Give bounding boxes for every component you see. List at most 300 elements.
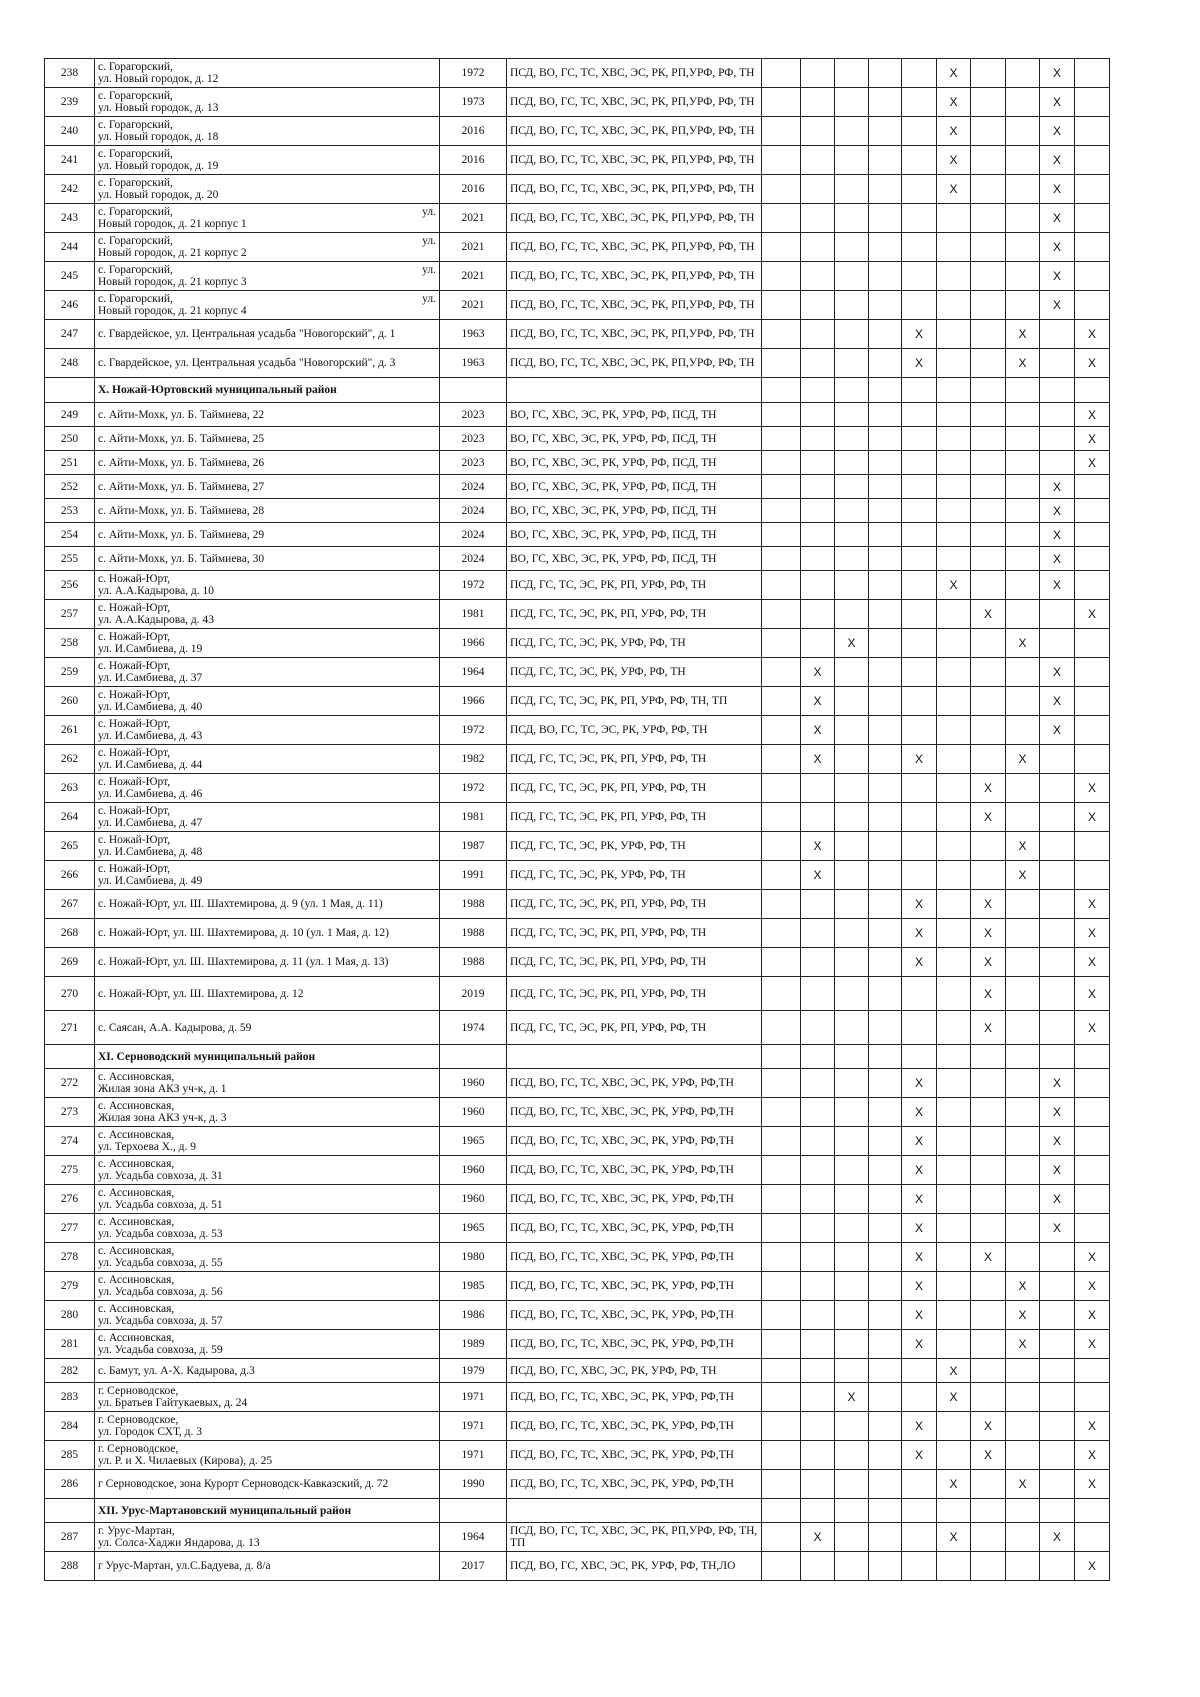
- mark-cell: [971, 571, 1006, 600]
- table-row: [45, 1383, 1110, 1412]
- mark-x: Х: [1040, 233, 1075, 262]
- mark-cell: [762, 1011, 801, 1045]
- row-number: 281: [45, 1330, 95, 1359]
- mark-cell: [1006, 499, 1040, 523]
- works-line-1: ПСД, ВО, ГС, ТС, ХВС, ЭС, РК, УРФ, РФ,: [510, 1338, 719, 1350]
- year-built: 2024: [440, 499, 507, 523]
- mark-cell: [762, 1552, 801, 1581]
- address-cell: [95, 523, 440, 547]
- works-list: [507, 890, 762, 919]
- mark-cell: [762, 403, 801, 427]
- mark-x: Х: [971, 919, 1006, 948]
- year-built: 1960: [440, 1185, 507, 1214]
- mark-cell: [835, 547, 869, 571]
- works-line-2: ТН: [718, 1077, 734, 1089]
- mark-cell: [937, 803, 971, 832]
- works-list: [507, 1185, 762, 1214]
- address: с. Айти-Мохк, ул. Б. Таймиева, 22: [98, 408, 265, 421]
- year-built: 2021: [440, 291, 507, 320]
- mark-cell: [902, 658, 937, 687]
- mark-cell: [1075, 175, 1110, 204]
- mark-cell: [937, 1243, 971, 1272]
- mark-cell: [1075, 1069, 1110, 1098]
- mark-cell: [937, 204, 971, 233]
- year-built: 1974: [440, 1011, 507, 1045]
- works-line-1: ПСД, ВО, ГС, ТС, ХВС, ЭС, РК, УРФ, РФ,: [510, 1420, 719, 1432]
- table-row: [45, 475, 1110, 499]
- address-cell: [95, 1359, 440, 1383]
- mark-cell: [869, 320, 902, 349]
- mark-cell: [835, 832, 869, 861]
- works-list: [507, 1330, 762, 1359]
- address-line-1: [98, 1332, 436, 1344]
- works-line-2: ТН: [718, 1338, 734, 1350]
- address-line-2: ул. И.Самбиева, д. 49: [98, 875, 203, 887]
- address-line-1: [98, 1216, 436, 1228]
- mark-cell: [835, 861, 869, 890]
- mark-cell: [1040, 832, 1075, 861]
- works-line-1: ПСД, ВО, ГС, ТС, ХВС, ЭС, РК, РП,: [510, 241, 689, 253]
- mark-x: Х: [1006, 1470, 1040, 1499]
- works-list: [507, 774, 762, 803]
- mark-cell: [835, 1011, 869, 1045]
- mark-cell: [1075, 1499, 1110, 1523]
- works-list: [507, 948, 762, 977]
- mark-cell: [1040, 451, 1075, 475]
- mark-cell: [1075, 1523, 1110, 1552]
- mark-cell: [971, 1214, 1006, 1243]
- mark-cell: [869, 600, 902, 629]
- works-list: [507, 1470, 762, 1499]
- address-line-2: ул. А.А.Кадырова, д. 10: [98, 585, 215, 597]
- mark-cell: [902, 499, 937, 523]
- address-settlement: г. Урус-Мартан,: [98, 1525, 175, 1537]
- address-cell: [95, 1156, 440, 1185]
- mark-x: Х: [971, 1243, 1006, 1272]
- mark-cell: [869, 1045, 902, 1069]
- works-line-1: ПСД, ВО, ГС, ТС, ХВС, ЭС, РК, УРФ, РФ,: [510, 1193, 719, 1205]
- mark-cell: [971, 403, 1006, 427]
- mark-cell: [762, 1383, 801, 1412]
- mark-x: Х: [1075, 1441, 1110, 1470]
- works-line: ПСД, ГС, ТС, ЭС, РК, РП, УРФ, РФ, ТН: [510, 579, 707, 591]
- mark-cell: [835, 349, 869, 378]
- mark-cell: [835, 475, 869, 499]
- mark-cell: [1040, 349, 1075, 378]
- mark-cell: [801, 233, 835, 262]
- row-number: 271: [45, 1011, 95, 1045]
- mark-cell: [801, 1272, 835, 1301]
- mark-cell: [1006, 1045, 1040, 1069]
- mark-x: Х: [1006, 745, 1040, 774]
- mark-x: Х: [1006, 1301, 1040, 1330]
- table-row: [45, 1156, 1110, 1185]
- mark-cell: [869, 977, 902, 1011]
- mark-cell: [971, 1383, 1006, 1412]
- mark-cell: [762, 88, 801, 117]
- mark-x: Х: [1040, 547, 1075, 571]
- mark-cell: [762, 1214, 801, 1243]
- mark-cell: [937, 1441, 971, 1470]
- address-line-2: ул. И.Самбиева, д. 48: [98, 846, 203, 858]
- mark-cell: [869, 475, 902, 499]
- mark-cell: [971, 451, 1006, 475]
- address-line-2: ул. И.Самбиева, д. 43: [98, 730, 203, 742]
- table-row: [45, 320, 1110, 349]
- mark-cell: [971, 59, 1006, 88]
- mark-cell: [937, 427, 971, 451]
- mark-cell: [902, 1383, 937, 1412]
- year-built: 1985: [440, 1272, 507, 1301]
- mark-cell: [971, 1272, 1006, 1301]
- mark-cell: [801, 378, 835, 403]
- mark-cell: [801, 774, 835, 803]
- mark-cell: [971, 378, 1006, 403]
- mark-cell: [762, 499, 801, 523]
- mark-x: Х: [1075, 1552, 1110, 1581]
- mark-cell: [1040, 1045, 1075, 1069]
- table-row: [45, 832, 1110, 861]
- mark-cell: [971, 547, 1006, 571]
- mark-cell: [902, 716, 937, 745]
- mark-cell: [835, 291, 869, 320]
- mark-cell: [835, 1098, 869, 1127]
- row-number: 275: [45, 1156, 95, 1185]
- address-line-1: [98, 235, 436, 247]
- mark-cell: [801, 1470, 835, 1499]
- table-row: [45, 1127, 1110, 1156]
- mark-cell: [937, 547, 971, 571]
- mark-cell: [1006, 1359, 1040, 1383]
- works-list: [507, 146, 762, 175]
- address-cell: [95, 1069, 440, 1098]
- works-list: [507, 571, 762, 600]
- table-row: [45, 1011, 1110, 1045]
- mark-x: Х: [902, 1156, 937, 1185]
- address-cell: [95, 716, 440, 745]
- buildings-table: [44, 58, 1110, 1581]
- mark-x: Х: [1040, 117, 1075, 146]
- row-number: 243: [45, 204, 95, 233]
- mark-x: Х: [801, 658, 835, 687]
- mark-cell: [1075, 499, 1110, 523]
- table-row: [45, 523, 1110, 547]
- mark-x: Х: [1006, 1330, 1040, 1359]
- mark-cell: [835, 1243, 869, 1272]
- mark-cell: [902, 146, 937, 175]
- mark-cell: [869, 1098, 902, 1127]
- table-row: [45, 1523, 1110, 1552]
- mark-cell: [1075, 1127, 1110, 1156]
- address-line-1: [98, 119, 436, 131]
- works-line-1: ПСД, ВО, ГС, ТС, ХВС, ЭС, РК, РП,: [510, 328, 689, 340]
- mark-cell: [971, 1301, 1006, 1330]
- works-line-2: ТН: [718, 1164, 734, 1176]
- row-number: 251: [45, 451, 95, 475]
- mark-cell: [762, 1441, 801, 1470]
- mark-cell: [1040, 403, 1075, 427]
- mark-cell: [1006, 1185, 1040, 1214]
- mark-x: Х: [1040, 571, 1075, 600]
- works-line-1: ПСД, ВО, ГС, ТС, ХВС, ЭС, РК, РП,: [510, 357, 689, 369]
- table-row: [45, 861, 1110, 890]
- mark-cell: [937, 1011, 971, 1045]
- mark-cell: [1040, 948, 1075, 977]
- mark-cell: [835, 1552, 869, 1581]
- mark-x: Х: [902, 1441, 937, 1470]
- section-title: XI. Серноводский муниципальный район: [95, 1045, 440, 1069]
- mark-cell: [1006, 1441, 1040, 1470]
- works-line-1: ПСД, ВО, ГС, ТС, ХВС, ЭС, РК, РП,: [510, 125, 689, 137]
- mark-cell: [1040, 600, 1075, 629]
- works-line-1: ПСД, ВО, ГС, ТС, ХВС, ЭС, РК, УРФ, РФ,: [510, 1280, 719, 1292]
- row-number: 245: [45, 262, 95, 291]
- mark-cell: [1040, 745, 1075, 774]
- works-line: ВО, ГС, ХВС, ЭС, РК, УРФ, РФ, ПСД, ТН: [510, 480, 717, 493]
- mark-cell: [1006, 1011, 1040, 1045]
- mark-cell: [1075, 1359, 1110, 1383]
- table-row: [45, 547, 1110, 571]
- mark-cell: [762, 547, 801, 571]
- works-list: [507, 233, 762, 262]
- year-built: 1972: [440, 59, 507, 88]
- mark-cell: [801, 403, 835, 427]
- mark-x: Х: [971, 890, 1006, 919]
- mark-cell: [1006, 774, 1040, 803]
- year-built: 1972: [440, 571, 507, 600]
- works-list: [507, 919, 762, 948]
- mark-x: Х: [937, 59, 971, 88]
- works-line: ПСД, ГС, ТС, ЭС, РК, УРФ, РФ, ТН: [510, 840, 686, 852]
- address-street-prefix: ул.: [422, 264, 436, 276]
- mark-cell: [1006, 1069, 1040, 1098]
- mark-x: Х: [1040, 1185, 1075, 1214]
- address-cell: [95, 59, 440, 88]
- mark-cell: [835, 1441, 869, 1470]
- mark-cell: [1006, 919, 1040, 948]
- works-list: [507, 262, 762, 291]
- address-cell: [95, 1272, 440, 1301]
- table-row: [45, 919, 1110, 948]
- mark-cell: [835, 774, 869, 803]
- works-cell: [507, 378, 762, 403]
- mark-cell: [801, 1383, 835, 1412]
- address-cell: [95, 233, 440, 262]
- works-line-2: ТН: [718, 1193, 734, 1205]
- mark-x: Х: [1075, 890, 1110, 919]
- address-cell: [95, 427, 440, 451]
- mark-cell: [1075, 204, 1110, 233]
- address-line-1: [98, 1414, 436, 1426]
- works-line-2: ТН: [718, 1106, 734, 1118]
- mark-cell: [1006, 1127, 1040, 1156]
- address-line-2: ул. Усадьба совхоза, д. 59: [98, 1344, 223, 1356]
- address-settlement: с. Ассиновская,: [98, 1332, 175, 1344]
- mark-cell: [762, 291, 801, 320]
- year-built: 2016: [440, 146, 507, 175]
- address-line-1: [98, 61, 436, 73]
- mark-cell: [1040, 427, 1075, 451]
- address-cell: [95, 117, 440, 146]
- mark-cell: [762, 919, 801, 948]
- row-number: 268: [45, 919, 95, 948]
- works-list: [507, 1552, 762, 1581]
- address-line-1: [98, 834, 436, 846]
- mark-cell: [835, 600, 869, 629]
- address: с. Бамут, ул. А-Х. Кадырова, д.3: [98, 1364, 255, 1377]
- mark-cell: [835, 233, 869, 262]
- year-built: 1972: [440, 774, 507, 803]
- section-row: [45, 378, 1110, 403]
- works-line-1: ПСД, ВО, ГС, ТС, ХВС, ЭС, РК, УРФ, РФ,: [510, 1391, 719, 1403]
- works-line: ПСД, ГС, ТС, ЭС, РК, РП, УРФ, РФ, ТН: [510, 811, 707, 823]
- mark-x: Х: [1040, 499, 1075, 523]
- works-list: [507, 499, 762, 523]
- mark-cell: [1075, 861, 1110, 890]
- mark-cell: [937, 403, 971, 427]
- mark-x: Х: [937, 88, 971, 117]
- row-number: 270: [45, 977, 95, 1011]
- mark-x: Х: [1006, 629, 1040, 658]
- mark-x: Х: [801, 687, 835, 716]
- year-built: 1987: [440, 832, 507, 861]
- mark-cell: [762, 774, 801, 803]
- table-row: [45, 1069, 1110, 1098]
- mark-x: Х: [937, 1383, 971, 1412]
- mark-cell: [869, 1441, 902, 1470]
- address-cell: [95, 451, 440, 475]
- works-line-1: ПСД, ВО, ГС, ТС, ХВС, ЭС, РК, РП,: [510, 299, 689, 311]
- mark-cell: [937, 1127, 971, 1156]
- mark-cell: [835, 919, 869, 948]
- mark-x: Х: [1040, 175, 1075, 204]
- mark-x: Х: [1075, 427, 1110, 451]
- year-built: 1960: [440, 1098, 507, 1127]
- address-settlement: с. Ножай-Юрт,: [98, 631, 171, 643]
- address: г Урус-Мартан, ул.С.Бадуева, д. 8/а: [98, 1560, 271, 1572]
- address-line-1: [98, 177, 436, 189]
- row-number: 250: [45, 427, 95, 451]
- mark-x: Х: [902, 948, 937, 977]
- works-list: [507, 1301, 762, 1330]
- mark-cell: [869, 1523, 902, 1552]
- address-line-1: [98, 863, 436, 875]
- mark-cell: [869, 1011, 902, 1045]
- mark-cell: [971, 523, 1006, 547]
- address-line-1: [98, 660, 436, 672]
- mark-cell: [835, 687, 869, 716]
- mark-cell: [937, 1069, 971, 1098]
- mark-x: Х: [1040, 658, 1075, 687]
- address-line-2: ул. Солса-Хаджи Яндарова, д. 13: [98, 1537, 260, 1549]
- mark-cell: [801, 175, 835, 204]
- table-row: [45, 571, 1110, 600]
- works-list: [507, 832, 762, 861]
- mark-x: Х: [1040, 475, 1075, 499]
- row-number: 253: [45, 499, 95, 523]
- mark-cell: [1040, 890, 1075, 919]
- mark-cell: [835, 1272, 869, 1301]
- works-list: [507, 523, 762, 547]
- works-list: [507, 745, 762, 774]
- mark-cell: [801, 1359, 835, 1383]
- mark-cell: [1040, 977, 1075, 1011]
- mark-cell: [1006, 451, 1040, 475]
- row-number: 276: [45, 1185, 95, 1214]
- mark-x: Х: [1040, 1098, 1075, 1127]
- mark-cell: [869, 233, 902, 262]
- address-cell: [95, 499, 440, 523]
- mark-cell: [835, 403, 869, 427]
- works-list: [507, 1412, 762, 1441]
- mark-cell: [937, 262, 971, 291]
- mark-cell: [835, 320, 869, 349]
- address: с. Айти-Мохк, ул. Б. Таймиева, 29: [98, 528, 265, 541]
- mark-cell: [971, 349, 1006, 378]
- mark-cell: [762, 1523, 801, 1552]
- year-built: 2017: [440, 1552, 507, 1581]
- address-line-2: ул. Усадьба совхоза, д. 57: [98, 1315, 223, 1327]
- mark-cell: [762, 832, 801, 861]
- mark-cell: [762, 1301, 801, 1330]
- address: с. Айти-Мохк, ул. Б. Таймиева, 28: [98, 504, 265, 517]
- table-row: [45, 1552, 1110, 1581]
- mark-cell: [801, 1127, 835, 1156]
- mark-cell: [1075, 745, 1110, 774]
- address-cell: [95, 571, 440, 600]
- mark-cell: [1006, 378, 1040, 403]
- mark-cell: [801, 1441, 835, 1470]
- mark-cell: [762, 175, 801, 204]
- mark-cell: [801, 1552, 835, 1581]
- mark-cell: [1006, 948, 1040, 977]
- mark-cell: [902, 1552, 937, 1581]
- mark-x: Х: [1040, 1127, 1075, 1156]
- address-settlement: с. Горагорский,: [98, 61, 173, 73]
- year-built: 1960: [440, 1156, 507, 1185]
- year-built: 1990: [440, 1470, 507, 1499]
- address-line-1: [98, 602, 436, 614]
- mark-x: Х: [1040, 59, 1075, 88]
- mark-x: Х: [1075, 948, 1110, 977]
- mark-cell: [1075, 629, 1110, 658]
- mark-cell: [1075, 1045, 1110, 1069]
- mark-cell: [801, 803, 835, 832]
- mark-cell: [1006, 262, 1040, 291]
- address-cell: [95, 1011, 440, 1045]
- table-row: [45, 88, 1110, 117]
- mark-cell: [835, 1045, 869, 1069]
- mark-cell: [762, 1359, 801, 1383]
- mark-cell: [869, 499, 902, 523]
- mark-x: Х: [971, 774, 1006, 803]
- mark-cell: [1006, 1383, 1040, 1412]
- address-settlement: с. Ассиновская,: [98, 1071, 175, 1083]
- mark-cell: [869, 175, 902, 204]
- address-line-2: ул. И.Самбиева, д. 19: [98, 643, 203, 655]
- mark-cell: [869, 349, 902, 378]
- mark-cell: [762, 1470, 801, 1499]
- mark-cell: [869, 291, 902, 320]
- row-number: 266: [45, 861, 95, 890]
- mark-x: Х: [1040, 291, 1075, 320]
- mark-cell: [869, 146, 902, 175]
- table-row: [45, 745, 1110, 774]
- address-line-2: ул. Новый городок, д. 12: [98, 73, 219, 85]
- mark-cell: [971, 629, 1006, 658]
- table-body: [45, 59, 1110, 1581]
- address-line-2: ул. Усадьба совхоза, д. 51: [98, 1199, 223, 1211]
